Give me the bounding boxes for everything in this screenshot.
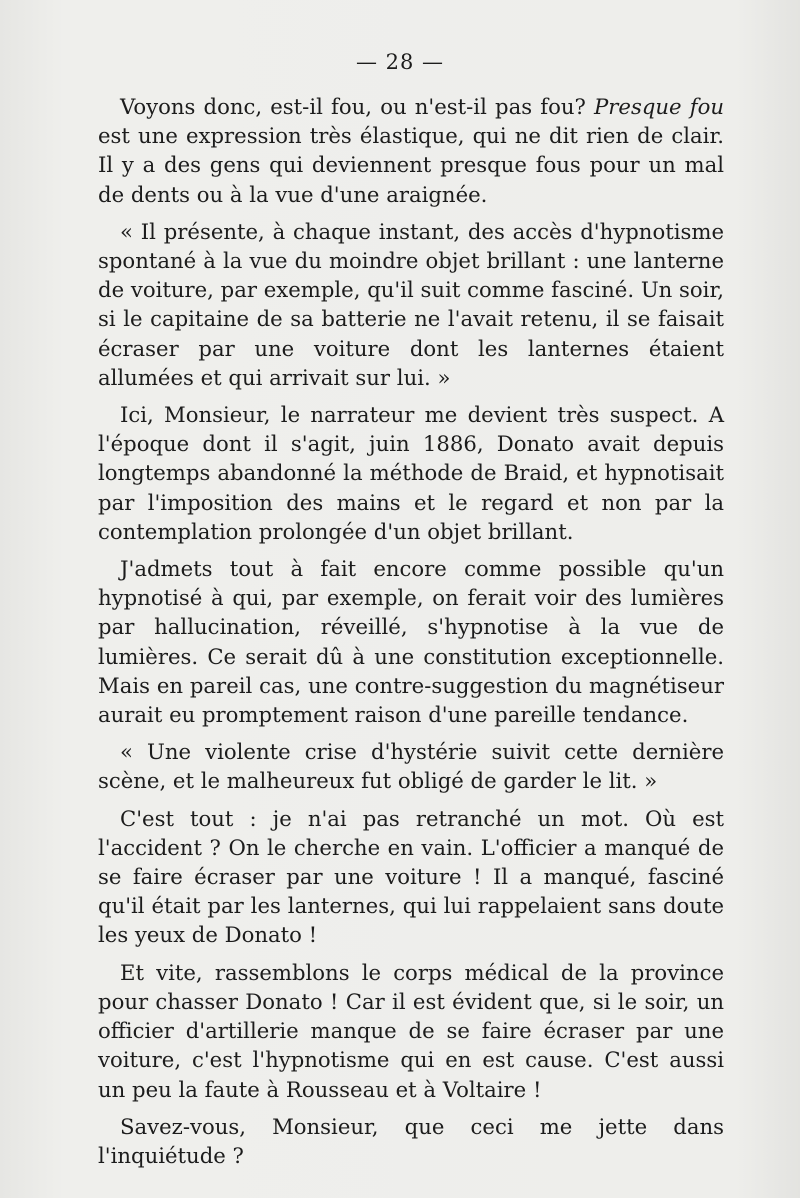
page-number: — 28 — — [355, 50, 445, 74]
paragraph — [98, 92, 724, 209]
italic-phrase: Presque fou — [594, 94, 724, 119]
paragraph: Et vite, rassemblons le corps médical de la province pour chasser Donato ! Car il est évident que, si le soir, un officier d'artillerie manque de se faire écraser par une voiture, c'est l'hypnotisme qui en est cause. C'est aussi un peu la faute à Rousseau et à Voltaire ! — [98, 959, 724, 1102]
paragraph: « Il présente, à chaque instant, des accès d'hypnotisme spontané à la vue du moindre objet brillant : une lanterne de voiture, par exemple, qu'il suit comme fasciné. Un soir, si le capitaine de sa batterie ne l'avait retenu, il se faisait écraser par une voiture dont les lanternes étaient allumées et qui arrivait sur lui. » — [98, 218, 724, 390]
paragraph-text: est une expression très élastique, qui ne dit rien de clair. Il y a des gens qui deviennent presque fous pour un mal de dents ou à la vue d'une araignée. — [98, 123, 724, 207]
body-text — [98, 92, 724, 1178]
paragraph: Savez-vous, Monsieur, que ceci me jette dans l'inquiétude ? — [98, 1113, 724, 1168]
paragraph: « Une violente crise d'hystérie suivit cette dernière scène, et le malheureux fut obligé de garder le lit. » — [98, 739, 724, 794]
paragraph: Ici, Monsieur, le narrateur me devient très suspect. A l'époque dont il s'agit, juin 1886, Donato avait depuis longtemps abandonné la méthode de Braid, et hypnotisait par l'imposition des mains et le regard et non par la contemplation prolongée d'un objet brillant. — [98, 402, 724, 544]
paragraph: C'est tout : je n'ai pas retranché un mot. Où est l'accident ? On le cherche en vain. L'officier a manqué de se faire écraser par une voiture ! Il a manqué, fasciné qu'il était par les lanternes, qui lui rappelaient sans doute les yeux de Donato ! — [98, 805, 724, 948]
paragraph-text: Voyons donc, est-il fou, ou n'est-il pas fou? — [120, 94, 595, 119]
paragraph: J'admets tout à fait encore comme possible qu'un hypnotisé à qui, par exemple, on ferait voir des lumières par hallucination, réveillé, s'hypnotise à la vue de lumières. Ce serait dû à une constitution exceptionnelle. Mais en pareil cas, une contre-suggestion du magnétiseur aurait eu promptement raison d'une pareille tendance. — [98, 556, 724, 728]
